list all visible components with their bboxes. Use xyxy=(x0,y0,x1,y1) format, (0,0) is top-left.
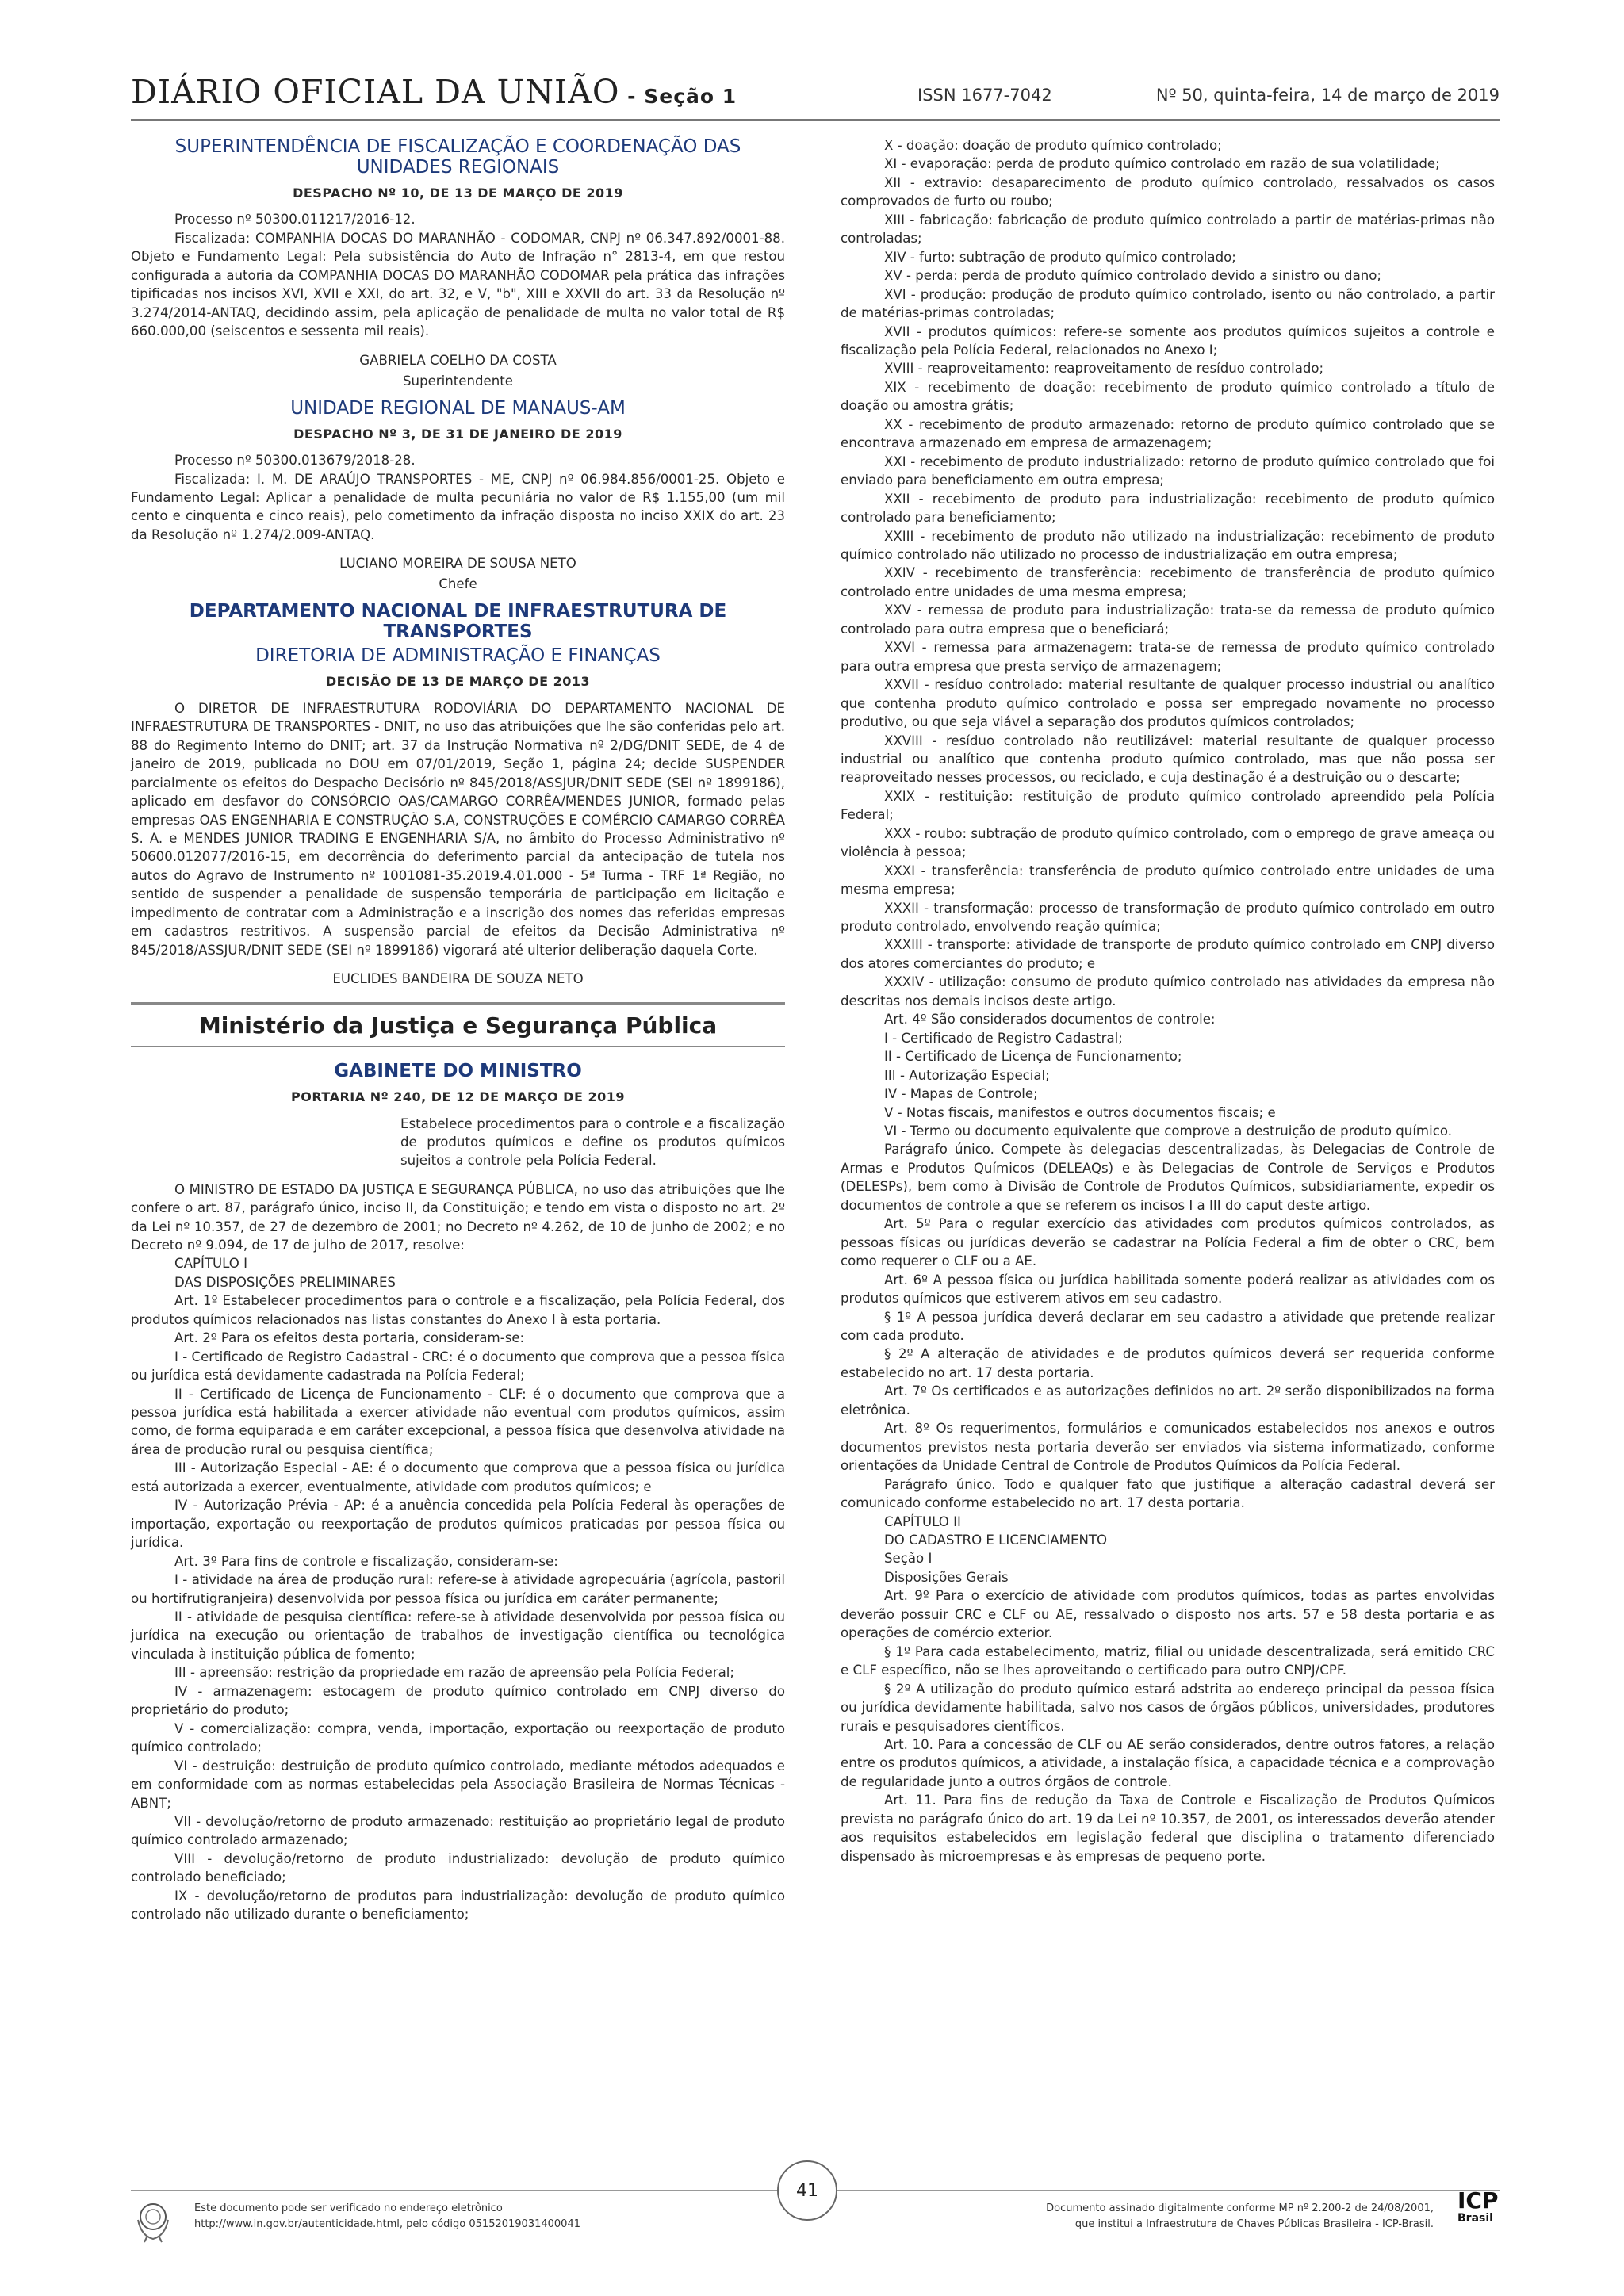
paragraph: Art. 7º Os certificados e as autorizações definidos no art. 2º serão disponibilizados na forma eletrônica. xyxy=(841,1383,1495,1418)
paragraph: Processo nº 50300.013679/2018-28. xyxy=(174,453,416,469)
paragraph: § 1º A pessoa jurídica deverá declarar em seu cadastro a atividade que pretende realizar com cada produto. xyxy=(841,1309,1495,1343)
paragraph: XVI - produção: produção de produto químico controlado, isento ou não controlado, a partir de matérias-primas controladas; xyxy=(841,286,1495,321)
paragraph: V - comercialização: compra, venda, importação, exportação ou reexportação de produto químico controlado; xyxy=(131,1720,785,1755)
paragraph: XVII - produtos químicos: refere-se somente aos produtos químicos sujeitos a controle e fiscalização pela Polícia Federal, relacionados no Anexo I; xyxy=(841,323,1495,358)
signature-note xyxy=(1046,2201,1434,2233)
paragraph: XVIII - reaproveitamento: reaproveitamento de resíduo controlado; xyxy=(884,361,1324,377)
paragraph: XI - evaporação: perda de produto químico controlado em razão de sua volatilidade; xyxy=(884,156,1440,172)
paragraph: VIII - devolução/retorno de produto industrializado: devolução de produto químico controlado beneficiado; xyxy=(131,1850,785,1885)
paragraph: Fiscalizada: I. M. DE ARAÚJO TRANSPORTES - ME, CNPJ nº 06.984.856/0001-25. Objeto e Fundamento Legal: Aplicar a penalidade de multa pecuniária no valor de R$ 1.155,00 (um mil cento e cinquenta e cinco reais), pelo cometimento da infração disposta no inciso XXIX do art. 23 da Resolução nº 1.274/2.009-ANTAQ. xyxy=(131,471,785,542)
paragraph: IV - armazenagem: estocagem de produto químico controlado em CNPJ diverso do proprietário do produto; xyxy=(131,1683,785,1718)
paragraph: Art. 9º Para o exercício de atividade com produtos químicos, todas as partes envolvidas deverão possuir CRC e CLF ou AE, ressalvado o disposto nos arts. 57 e 58 desta portaria e as operações de comércio exterior. xyxy=(841,1588,1495,1641)
paragraph: Art. 5º Para o regular exercício das atividades com produtos químicos controlados, as pessoas físicas ou jurídicas deverão se cadastrar na Polícia Federal a fim de obter o CRC, bem como requerer o CLF ou a AE. xyxy=(841,1216,1495,1269)
paragraph: CAPÍTULO II xyxy=(884,1513,961,1529)
left-column xyxy=(131,136,785,1924)
paragraph: X - doação: doação de produto químico controlado; xyxy=(884,138,1222,153)
signature-name: LUCIANO MOREIRA DE SOUSA NETO xyxy=(339,556,576,572)
paragraph: DAS DISPOSIÇÕES PRELIMINARES xyxy=(174,1274,396,1290)
paragraph: VI - destruição: destruição de produto químico controlado, mediante métodos adequados e em conformidade com as normas estabelecidas pela Associação Brasileira de Normas Técnicas - ABNT; xyxy=(131,1758,785,1811)
signature-note-line: que institui a Infraestrutura de Chaves Públicas Brasileira - ICP-Brasil. xyxy=(1074,2218,1434,2230)
paragraph: II - Certificado de Licença de Funcionamento; xyxy=(884,1049,1182,1065)
icp-logo-subtext: Brasil xyxy=(1457,2212,1493,2225)
paragraph: Art. 1º Estabelecer procedimentos para o controle e a fiscalização, pela Polícia Federal, dos produtos químicos relacionados nas listas constantes do Anexo I à esta portaria. xyxy=(131,1293,785,1327)
paragraph: IV - Mapas de Controle; xyxy=(884,1086,1038,1102)
paragraph: I - Certificado de Registro Cadastral; xyxy=(884,1030,1123,1046)
paragraph: O MINISTRO DE ESTADO DA JUSTIÇA E SEGURANÇA PÚBLICA, no uso das atribuições que lhe confere o art. 87, parágrafo único, inciso II, da Constituição; e tendo em vista o disposto no art. 2º da Lei nº 10.357, de 27 de dezembro de 2001; no Decreto nº 4.262, de 10 de junho de 2002; e no Decreto nº 9.094, de 17 de julho de 2017, resolve: xyxy=(131,1181,785,1253)
paragraph: I - Certificado de Registro Cadastral - CRC: é o documento que comprova que a pessoa física ou jurídica está devidamente cadastrada na Polícia Federal; xyxy=(131,1349,785,1383)
paragraph: § 2º A alteração de atividades e de produtos químicos deverá ser requerida conforme estabelecido no art. 17 desta portaria. xyxy=(841,1346,1495,1380)
paragraph: O DIRETOR DE INFRAESTRUTURA RODOVIÁRIA DO DEPARTAMENTO NACIONAL DE INFRAESTRUTURA DE TRANSPORTES - DNIT, no uso das atribuições que lhe são conferidas pelo art. 88 do Regimento Interno do DNIT; art. 37 da Instrução Normativa nº 2/DG/DNIT SEDE, de 4 de janeiro de 2019, publicada no DOU em 07/01/2019, Seção 1, página 24; decide SUSPENDER parcialmente os efeitos do Despacho Decisório nº 845/2018/ASSJUR/DNIT SEDE (SEI nº 1899186), aplicado em desfavor do CONSÓRCIO OAS/CAMARGO CORRÊA/MENDES JUNIOR, formado pelas empresas OAS ENGENHARIA E CONSTRUÇÃO S.A, CONSTRUÇÕES E COMÉRCIO CAMARGO CORRÊA S. A. e MENDES JUNIOR TRADING E ENGENHARIA S/A, no âmbito do Processo Administrativo nº 50600.012077/2016-15, em decorrência do deferimento parcial da antecipação de tutela nos autos do Agravo de Instrumento nº 1001081-35.2019.4.01.000 - 5ª Turma - TRF 1ª Região, no sentido de suspender a penalidade de suspensão temporária de participação em licitação e impedimento de contratar com a Administração e a inscrição dos nomes das referidas empresas em cadastros restritivos. A suspensão parcial de efeitos da Decisão Administrativa nº 845/2018/ASSJUR/DNIT SEDE (SEI nº 1899186) vigorará até ulterior deliberação daquela Corte. xyxy=(131,700,785,958)
issn: ISSN 1677-7042 xyxy=(917,86,1052,105)
paragraph: Art. 10. Para a concessão de CLF ou AE serão considerados, dentre outros fatores, a relação entre os produtos químicos, a atividade, a instalação física, a capacidade técnica e a comprovação de regularidade junto a outros órgãos de controle. xyxy=(841,1736,1495,1789)
paragraph: Art. 8º Os requerimentos, formulários e comunicados estabelecidos nos anexos e outros documentos previstos nesta portaria deverão ser enviados via sistema informatizado, conforme orientações da Unidade Central de Controle de Produtos Químicos da Polícia Federal. xyxy=(841,1421,1495,1474)
paragraph: Art. 2º Para os efeitos desta portaria, consideram-se: xyxy=(174,1330,525,1346)
paragraph: Disposições Gerais xyxy=(884,1569,1009,1585)
paragraph: Art. 11. Para fins de redução da Taxa de Controle e Fiscalização de Produtos Químicos prevista no parágrafo único do art. 19 da Lei nº 10.357, de 2001, os interessados deverão atender aos requisitos estabelecidos em legislação federal que disciplina o tratamento diferenciado dispensado às microempresas e às empresas de pequeno porte. xyxy=(841,1793,1495,1864)
paragraph: XXIX - restituição: restituição de produto químico controlado apreendido pela Polícia Federal; xyxy=(841,788,1495,823)
paragraph: CAPÍTULO I xyxy=(174,1256,248,1272)
org-heading: SUPERINTENDÊNCIA DE FISCALIZAÇÃO E COORDENAÇÃO DAS UNIDADES REGIONAIS xyxy=(174,136,741,178)
paragraph: XXIV - recebimento de transferência: recebimento de transferência de produto químico controlado entre unidades de uma mesma empresa; xyxy=(841,565,1495,599)
paragraph: XIV - furto: subtração de produto químico controlado; xyxy=(884,249,1236,265)
icp-brasil-logo-icon xyxy=(1457,2187,1499,2244)
ministry-rule xyxy=(131,1046,785,1047)
right-column xyxy=(841,136,1495,1866)
paragraph: I - atividade na área de produção rural: refere-se à atividade agropecuária (agrícola, pastoril ou hortifrutigranjeira) desenvolvida por pessoa física ou jurídica em caráter permanente; xyxy=(131,1572,785,1606)
paragraph: III - Autorização Especial - AE: é o documento que comprova que a pessoa física ou jurídica está autorizada a exercer, eventualmente, atividade com produtos químicos; e xyxy=(131,1460,785,1494)
icp-logo-text: ICP xyxy=(1457,2187,1499,2214)
section-label: - Seção 1 xyxy=(619,85,737,108)
verification-note xyxy=(194,2201,580,2233)
signature-name: EUCLIDES BANDEIRA DE SOUZA NETO xyxy=(332,971,584,987)
paragraph: V - Notas fiscais, manifestos e outros documentos fiscais; e xyxy=(884,1104,1276,1120)
paragraph: Fiscalizada: COMPANHIA DOCAS DO MARANHÃO - CODOMAR, CNPJ nº 06.347.892/0001-88. Objeto e Fundamento Legal: Pela subsistência do Auto de Infração n° 2813-4, em que restou configurada a autoria da COMPANHIA DOCAS DO MARANHÃO CODOMAR pela prática das infrações tipificadas nos incisos XVI, XVII e XXI, do art. 32, e V, "b", XIII e XXVII do art. 33 da Resolução nº 3.274/2014-ANTAQ, decidindo assim, pela aplicação de penalidade de multa no valor total de R$ 660.000,00 (seiscentos e sessenta mil reais). xyxy=(131,230,785,339)
org-heading: DEPARTAMENTO NACIONAL DE INFRAESTRUTURA DE TRANSPORTES xyxy=(189,601,727,643)
paragraph: II - atividade de pesquisa científica: refere-se à atividade desenvolvida por pessoa física ou jurídica na execução ou orientação de trabalhos de investigação científica ou tecnológica vinculada à instituição pública de fomento; xyxy=(131,1609,785,1662)
paragraph: DO CADASTRO E LICENCIAMENTO xyxy=(884,1532,1108,1548)
act-title: PORTARIA Nº 240, DE 12 DE MARÇO DE 2019 xyxy=(291,1089,625,1105)
paragraph: XIX - recebimento de doação: recebimento de produto químico controlado a título de doação ou amostra grátis; xyxy=(841,379,1495,414)
paragraph: VI - Termo ou documento equivalente que comprove a destruição de produto químico. xyxy=(884,1123,1452,1139)
paragraph: XV - perda: perda de produto químico controlado devido a sinistro ou dano; xyxy=(884,268,1382,284)
paragraph: Art. 3º Para fins de controle e fiscalização, consideram-se: xyxy=(174,1553,558,1569)
paragraph: XXXIV - utilização: consumo de produto químico controlado nas atividades da empresa não descritas nos demais incisos deste artigo. xyxy=(841,974,1495,1008)
paragraph: Seção I xyxy=(884,1551,933,1567)
org-heading: UNIDADE REGIONAL DE MANAUS-AM xyxy=(290,397,626,419)
coat-of-arms-icon xyxy=(133,2196,173,2244)
issue-info: Nº 50, quinta-feira, 14 de março de 2019 xyxy=(1155,86,1500,105)
paragraph: § 1º Para cada estabelecimento, matriz, filial ou unidade descentralizada, será emitido CRC e CLF específico, não se lhes aproveitando o certificado para outro CNPJ/CPF. xyxy=(841,1644,1495,1678)
org-heading: GABINETE DO MINISTRO xyxy=(334,1061,582,1082)
masthead xyxy=(131,73,1500,124)
paragraph: XXI - recebimento de produto industrializado: retorno de produto químico controlado que foi enviado para beneficiamento em outra empresa; xyxy=(841,453,1495,488)
paragraph: XXV - remessa de produto para industrialização: trata-se da remessa de produto químico controlado para outra empresa que o beneficiará; xyxy=(841,603,1495,637)
masthead-rule xyxy=(131,119,1500,121)
paragraph: III - apreensão: restrição da propriedade em razão de apreensão pela Polícia Federal; xyxy=(174,1665,734,1681)
ministry-heading: Ministério da Justiça e Segurança Pública xyxy=(131,1002,785,1039)
paragraph: XXXIII - transporte: atividade de transporte de produto químico controlado em CNPJ diverso dos atores comerciantes do produto; e xyxy=(841,937,1495,971)
act-title: DECISÃO DE 13 DE MARÇO DE 2013 xyxy=(325,674,591,690)
org-subheading: DIRETORIA DE ADMINISTRAÇÃO E FINANÇAS xyxy=(255,645,661,667)
paragraph: IV - Autorização Prévia - AP: é a anuência concedida pela Polícia Federal às operações de importação, exportação ou reexportação de produtos químicos praticadas por pessoa física ou jurídica. xyxy=(131,1498,785,1551)
signature-role: Chefe xyxy=(439,576,477,592)
paragraph: XII - extravio: desaparecimento de produto químico controlado, ressalvados os casos comprovados de furto ou roubo; xyxy=(841,174,1495,209)
page-number: 41 xyxy=(777,2160,837,2221)
signature-name: GABRIELA COELHO DA COSTA xyxy=(359,352,557,368)
signature-role: Superintendente xyxy=(403,373,513,388)
ementa: Estabelece procedimentos para o controle e a fiscalização de produtos químicos e define os produtos químicos sujeitos a controle pela Polícia Federal. xyxy=(400,1115,785,1168)
paragraph: § 2º A utilização do produto químico estará adstrita ao endereço principal da pessoa física ou jurídica devidamente habilitada, salvo nos casos de órgãos públicos, universidades, produtores rurais e pesquisadores científicos. xyxy=(841,1681,1495,1734)
paragraph: Parágrafo único. Todo e qualquer fato que justifique a alteração cadastral deverá ser comunicado conforme estabelecido no art. 17 desta portaria. xyxy=(841,1476,1495,1511)
paragraph: XXII - recebimento de produto para industrialização: recebimento de produto químico controlado para beneficiamento; xyxy=(841,491,1495,526)
paragraph: IX - devolução/retorno de produtos para industrialização: devolução de produto químico controlado não utilizado durante o beneficiamento; xyxy=(131,1888,785,1923)
paragraph: XXVI - remessa para armazenagem: trata-se de remessa de produto químico controlado para outra empresa que presta serviço de armazenagem; xyxy=(841,640,1495,674)
paragraph: XXX - roubo: subtração de produto químico controlado, com o emprego de grave ameaça ou violência à pessoa; xyxy=(841,825,1495,860)
paragraph: XX - recebimento de produto armazenado: retorno de produto químico controlado que se encontrava armazenado em empresa de armazenagem; xyxy=(841,416,1495,451)
paragraph: Art. 6º A pessoa física ou jurídica habilitada somente poderá realizar as atividades com os produtos químicos que estiverem ativos em seu cadastro. xyxy=(841,1272,1495,1307)
paragraph: VII - devolução/retorno de produto armazenado: restituição ao proprietário legal de produto químico controlado armazenado; xyxy=(131,1814,785,1848)
signature-note-line: Documento assinado digitalmente conforme MP nº 2.200-2 de 24/08/2001, xyxy=(1046,2202,1434,2214)
paragraph: XXXII - transformação: processo de transformação de produto químico controlado em outro produto controlado, envolvendo reação química; xyxy=(841,900,1495,935)
journal-title: DIÁRIO OFICIAL DA UNIÃO - Seção 1 xyxy=(131,73,737,111)
paragraph: XXVIII - resíduo controlado não reutilizável: material resultante de qualquer processo industrial ou analítico que contenha produto químico controlado, mas que não possa ser reaproveitado nesses processos, ou reciclado, e cuja destinação é a destruição ou o descarte; xyxy=(841,733,1495,786)
paragraph: Processo nº 50300.011217/2016-12. xyxy=(174,212,416,228)
paragraph: Parágrafo único. Compete às delegacias descentralizadas, às Delegacias de Controle de Armas e Produtos Químicos (DELEAQs) e às Delegacias de Controle de Serviços e Produtos (DELESPs), bem como à Divisão de Controle de Produtos Químicos, subsidiariamente, expedir os documentos de controle a que se referem os incisos I a III do caput deste artigo. xyxy=(841,1142,1495,1213)
verification-line: Este documento pode ser verificado no endereço eletrônico xyxy=(194,2202,503,2214)
act-title: DESPACHO Nº 3, DE 31 DE JANEIRO DE 2019 xyxy=(293,426,622,442)
act-title: DESPACHO Nº 10, DE 13 DE MARÇO DE 2019 xyxy=(293,186,623,201)
paragraph: II - Certificado de Licença de Funcionamento - CLF: é o documento que comprova que a pessoa jurídica está habilitada a exercer atividade não eventual com produtos químicos, assim como, de forma equiparada e em caráter excepcional, a pessoa física que desenvolva atividade na área de produção rural ou pesquisa científica; xyxy=(131,1386,785,1457)
paragraph: XIII - fabricação: fabricação de produto químico controlado a partir de matérias-primas não controladas; xyxy=(841,212,1495,247)
paragraph: XXVII - resíduo controlado: material resultante de qualquer processo industrial ou analítico que contenha produto químico controlado e possa ser empregado novamente no processo produtivo, ou que seja viável a separação dos produtos químicos controlados; xyxy=(841,677,1495,730)
paragraph: Art. 4º São considerados documentos de controle: xyxy=(884,1012,1216,1027)
paragraph: III - Autorização Especial; xyxy=(884,1067,1050,1083)
paragraph: XXIII - recebimento de produto não utilizado na industrialização: recebimento de produto químico controlado não utilizado no processo de industrialização em outra empresa; xyxy=(841,528,1495,562)
verification-url: http://www.in.gov.br/autenticidade.html, pelo código 05152019031400041 xyxy=(194,2218,580,2230)
paragraph: XXXI - transferência: transferência de produto químico controlado entre unidades de uma mesma empresa; xyxy=(841,863,1495,897)
